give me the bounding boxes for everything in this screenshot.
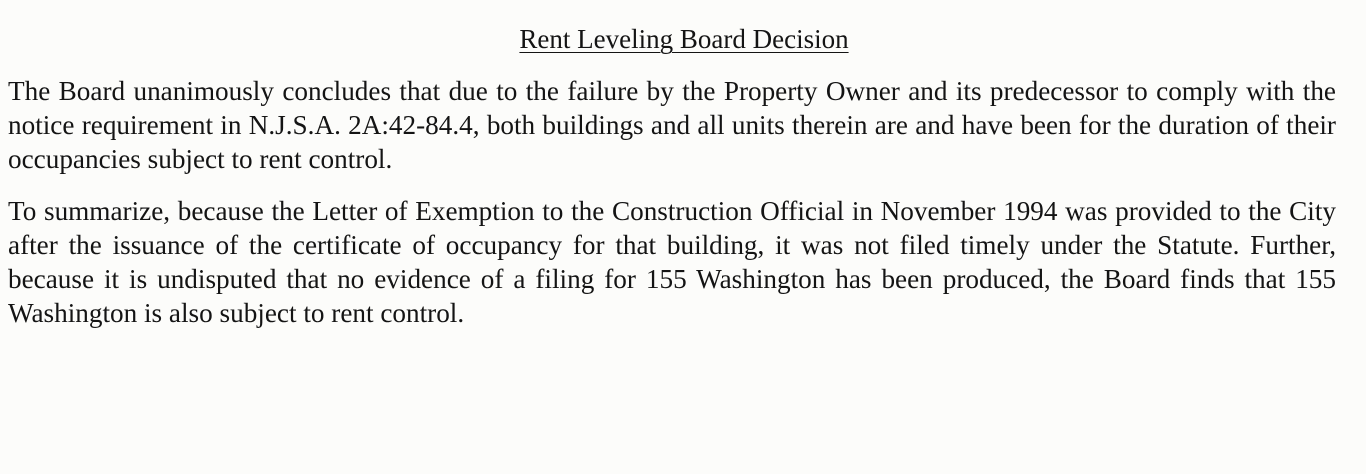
paragraph-conclusion: The Board unanimously concludes that due to the failure by the Property Owner and its predecessor to comply with the notice requirement in N.J.S.A. 2A:42-84.4, both buildings and all units therein are and have been for the duration of their occupancies subject to rent control.	[8, 76, 1336, 174]
paragraph-summary: To summarize, because the Letter of Exemption to the Construction Official in November 1994 was provided to the City after the issuance of the certificate of occupancy for that building, it was not filed timely under the Statute. Further, because it is undisputed that no evidence of a filing for 155 Washington has been produced, the Board finds that 155 Washington is also subject to rent control.	[8, 196, 1336, 328]
document-title-text: Rent Leveling Board Decision	[519, 24, 849, 54]
document-title	[8, 22, 1336, 56]
